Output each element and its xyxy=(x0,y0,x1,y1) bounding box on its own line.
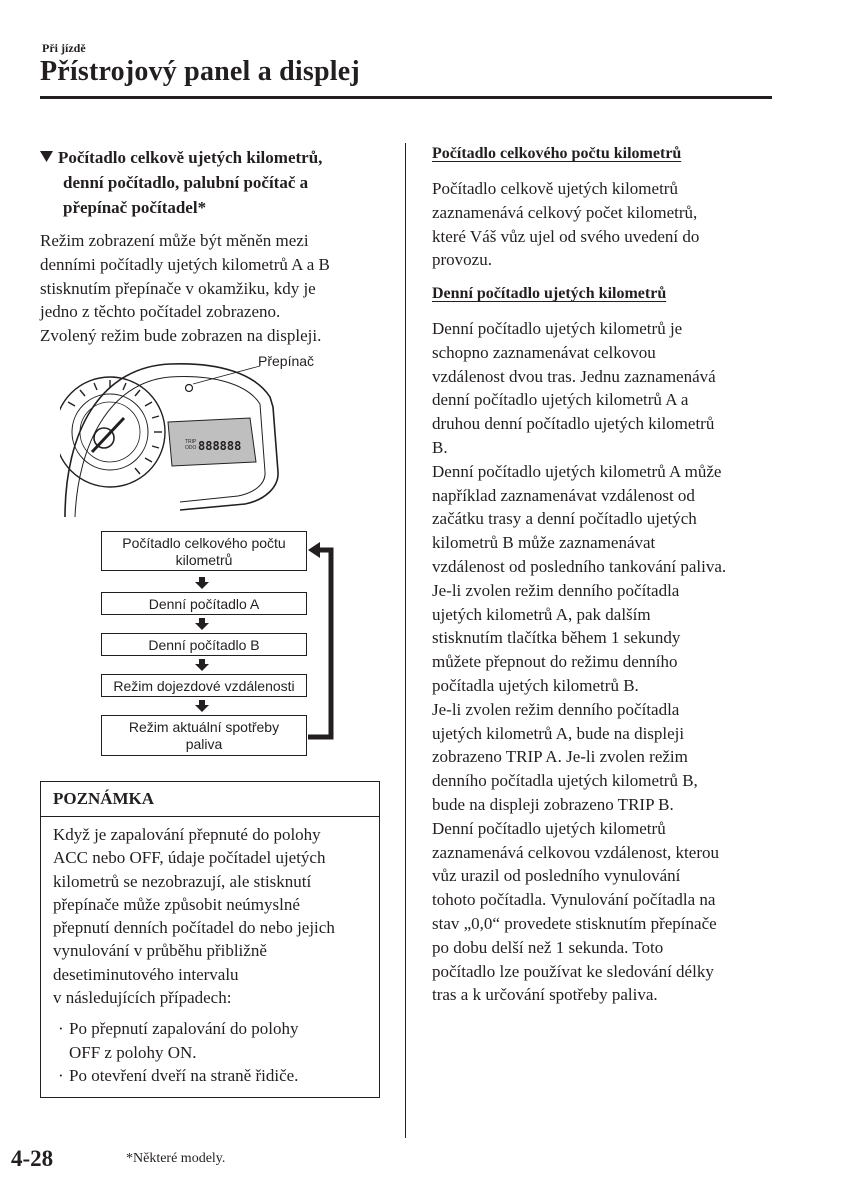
down-arrow-icon xyxy=(195,659,209,671)
text-line: například zaznamenávat vzdálenost od xyxy=(432,485,695,505)
text-line: druhou denní počítadlo ujetých kilometrů xyxy=(432,414,715,434)
text-line: vzdálenost dvou tras. Jednu zaznamenává xyxy=(432,366,716,386)
text-line: zaznamenává celkový počet kilometrů, xyxy=(432,202,698,222)
down-arrow-icon xyxy=(195,618,209,630)
text-line: stisknutím tlačítka během 1 sekundy xyxy=(432,628,681,648)
note-line: Když je zapalování přepnuté do polohy xyxy=(53,825,321,844)
section-heading xyxy=(40,145,390,220)
text-line: schopno zaznamenávat celkovou xyxy=(432,342,656,362)
title-rule xyxy=(40,96,772,99)
text-line: počítadlo lze používat ke sledování délky xyxy=(432,961,714,981)
note-line: ACC nebo OFF, údaje počítadel ujetých xyxy=(53,848,326,868)
text-line: Režim zobrazení může být měněn mezi xyxy=(40,231,309,250)
text-line: Je-li zvolen režim denního počítadla xyxy=(432,580,680,600)
text-line: Zvolený režim bude zobrazen na displeji. xyxy=(40,326,322,346)
text-line: zobrazeno TRIP A. Je-li zvolen režim xyxy=(432,747,688,767)
heading-line: přepínač počítadel* xyxy=(63,198,207,217)
text-line: zaznamenává celkovou vzdálenost, kterou xyxy=(432,842,719,862)
text-line: můžete přepnout do režimu denního xyxy=(432,652,678,672)
odometer-paragraph xyxy=(432,177,792,272)
text-line: Je-li zvolen režim denního počítadla xyxy=(432,699,680,719)
text-line: tohoto počítadla. Vynulování počítadla na xyxy=(432,890,716,910)
note-title: POZNÁMKA xyxy=(41,782,379,817)
text-line: tras a k určování spotřeby paliva. xyxy=(432,985,658,1005)
flow-step-trip-b: Denní počítadlo B xyxy=(101,633,307,656)
flow-step-odometer: Počítadlo celkového počtu kilometrů xyxy=(101,531,307,571)
note-body xyxy=(41,817,379,1087)
page-number: 4-28 xyxy=(11,1146,54,1171)
flow-step-consumption: Režim aktuální spotřeby paliva xyxy=(101,715,307,756)
page-title: Přístrojový panel a displej xyxy=(40,56,360,87)
list-item: · Po přepnutí zapalování do polohy OFF z polohy ON. xyxy=(53,1017,369,1064)
text-line: ujetých kilometrů A, pak dalším xyxy=(432,604,651,624)
note-line: přepnutí denních počítadel do nebo jejich xyxy=(53,918,335,938)
flow-step-range: Režim dojezdové vzdálenosti xyxy=(101,674,307,697)
display-digits: 888888 xyxy=(198,439,242,453)
note-line: v následujících případech: xyxy=(53,988,232,1008)
display-small-bottom: ODO xyxy=(185,445,197,451)
note-box xyxy=(40,781,380,1098)
text-line: stisknutím přepínače v okamžiku, kdy je xyxy=(40,278,316,298)
note-line: vynulování v průběhu přibližně xyxy=(53,941,267,961)
text-line: denními počítadly ujetých kilometrů A a B xyxy=(40,254,330,274)
note-line: desetiminutového intervalu xyxy=(53,964,239,984)
text-line: vůz urazil od posledního vynulování xyxy=(432,866,681,886)
trip-meter-heading: Denní počítadlo ujetých kilometrů xyxy=(432,285,667,302)
note-line: přepínače může způsobit neúmyslné xyxy=(53,894,300,914)
text-line: ujetých kilometrů A, bude na displeji xyxy=(432,723,685,743)
text-line: denní počítadlo ujetých kilometrů A a xyxy=(432,390,689,410)
down-arrow-icon xyxy=(195,700,209,712)
footnote: *Některé modely. xyxy=(126,1151,226,1166)
odometer-heading: Počítadlo celkového počtu kilometrů xyxy=(432,145,682,162)
list-item-line: OFF z polohy ON. xyxy=(69,1042,197,1062)
text-line: bude na displeji zobrazeno TRIP B. xyxy=(432,794,674,814)
note-line: kilometrů se nezobrazují, ale stisknutí xyxy=(53,871,312,891)
list-item: · Po otevření dveří na straně řidiče. xyxy=(53,1064,369,1087)
display-small-top: TRIP xyxy=(185,439,197,445)
return-loop-arrow-icon xyxy=(306,540,336,745)
heading-line: denní počítadlo, palubní počítač a xyxy=(63,173,309,192)
text-line: které Váš vůz ujel od svého uvedení do xyxy=(432,226,700,246)
instrument-cluster-illustration xyxy=(60,352,300,522)
text-line: Denní počítadlo ujetých kilometrů je xyxy=(432,319,683,338)
column-divider xyxy=(405,143,406,1138)
flow-step-trip-a: Denní počítadlo A xyxy=(101,592,307,615)
note-list xyxy=(53,1017,369,1087)
text-line: Počítadlo celkově ujetých kilometrů xyxy=(432,179,678,198)
text-line: denního počítadla ujetých kilometrů B, xyxy=(432,771,698,791)
text-line: jedno z těchto počítadel zobrazeno. xyxy=(40,302,281,322)
text-line: B. xyxy=(432,437,448,457)
heading-line: Počítadlo celkově ujetých kilometrů, xyxy=(58,148,323,167)
text-line: stav „0,0“ provedete stisknutím přepínače xyxy=(432,913,717,933)
text-line: Denní počítadlo ujetých kilometrů A může xyxy=(432,461,722,481)
down-arrow-icon xyxy=(195,577,209,589)
text-line: po dobu delší než 1 sekunda. Toto xyxy=(432,937,664,957)
text-line: vzdálenost od posledního tankování paliva. xyxy=(432,556,727,576)
section-label: Při jízdě xyxy=(42,41,86,55)
list-item-line: Po otevření dveří na straně řidiče. xyxy=(69,1065,299,1085)
trip-meter-paragraph xyxy=(432,317,802,1007)
text-line: Denní počítadlo ujetých kilometrů xyxy=(432,818,666,838)
text-line: kilometrů B může zaznamenávat xyxy=(432,533,656,553)
text-line: začátku trasy a denní počítadlo ujetých xyxy=(432,509,697,529)
switch-label: Přepínač xyxy=(258,353,315,369)
intro-paragraph xyxy=(40,229,400,348)
triangle-bullet-icon xyxy=(40,145,58,170)
list-item-line: Po přepnutí zapalování do polohy xyxy=(69,1019,299,1039)
text-line: počítadla ujetých kilometrů B. xyxy=(432,675,639,695)
text-line: provozu. xyxy=(432,250,492,270)
